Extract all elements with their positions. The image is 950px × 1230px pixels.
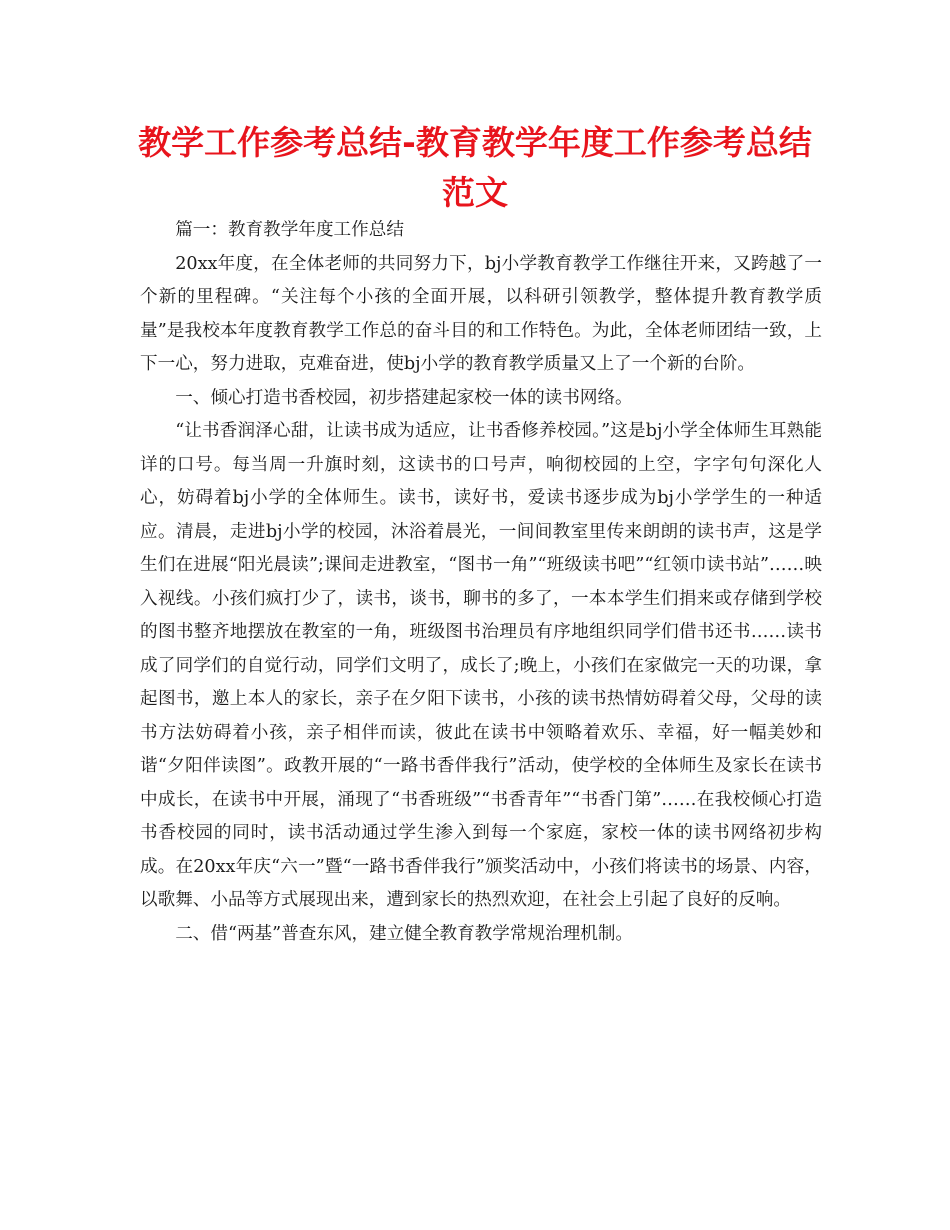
body-paragraph: “让书香润泽心甜，让读书成为适应，让书香修养校园。”这是bj小学全体师生耳熟能详的口号。每当周一升旗时刻，这读书的口号声，响彻校园的上空，字字句句深化人心，妨碍着bj小学的全体师生。读书，读好书，爱读书逐步成为bj小学学生的一种适应。清晨，走进bj小学的校园，沐浴着晨光，一间间教室里传来朗朗的读书声，这是学生们在进展“阳光晨读”;课间走进教室，“图书一角”“班级读书吧”“红领巾读书站”……映入视线。小孩们疯打少了，读书，谈书，聊书的多了，一本本学生们捐来或存储到学校的图书整齐地摆放在教室的一角，班级图书治理员有序地组织同学们借书还书……读书成了同学们的自觉行动，同学们文明了，成长了;晚上，小孩们在家做完一天的功课，拿起图书，邀上本人的家长，亲子在夕阳下读书，小孩的读书热情妨碍着父母，父母的读书方法妨碍着小孩，亲子相伴而读，彼此在读书中领略着欢乐、幸福，好一幅美妙和谐“夕阳伴读图”。政教开展的“一路书香伴我行”活动，使学校的全体师生及家长在读书中成长，在读书中开展，涌现了“书香班级”“书香青年”“书香门第”……在我校倾心打造书香校园的同时，读书活动通过学生渗入到每一个家庭，家校一体的读书网络初步构成。在20xx年庆“六一”暨“一路书香伴我行”颁奖活动中，小孩们将读书的场景、内容，以歌舞、小品等方式展现出来，遭到家长的热烈欢迎，在社会上引起了良好的反响。 (140, 421, 822, 910)
section-heading: 一、倾心打造书香校园，初步搭建起家校一体的读书网络。 (175, 387, 633, 408)
document-title: 教学工作参考总结-教育教学年度工作参考总结范文 (138, 123, 812, 212)
document-body (140, 214, 822, 951)
section-heading: 二、借“两基”普查东风，建立健全教育教学常规治理机制。 (175, 923, 634, 944)
section-heading: 篇一：教育教学年度工作总结 (175, 220, 404, 240)
body-paragraph: 20xx年度，在全体老师的共同努力下，bj小学教育教学工作继往开来，又跨越了一个新的里程碑。“关注每个小孩的全面开展，以科研引领教学，整体提升教育教学质量”是我校本年度教育教学工作总的奋斗目的和工作特色。为此，全体老师团结一致，上下一心，努力进取，克难奋进，使bj小学的教育教学质量又上了一个新的台阶。 (140, 253, 822, 374)
